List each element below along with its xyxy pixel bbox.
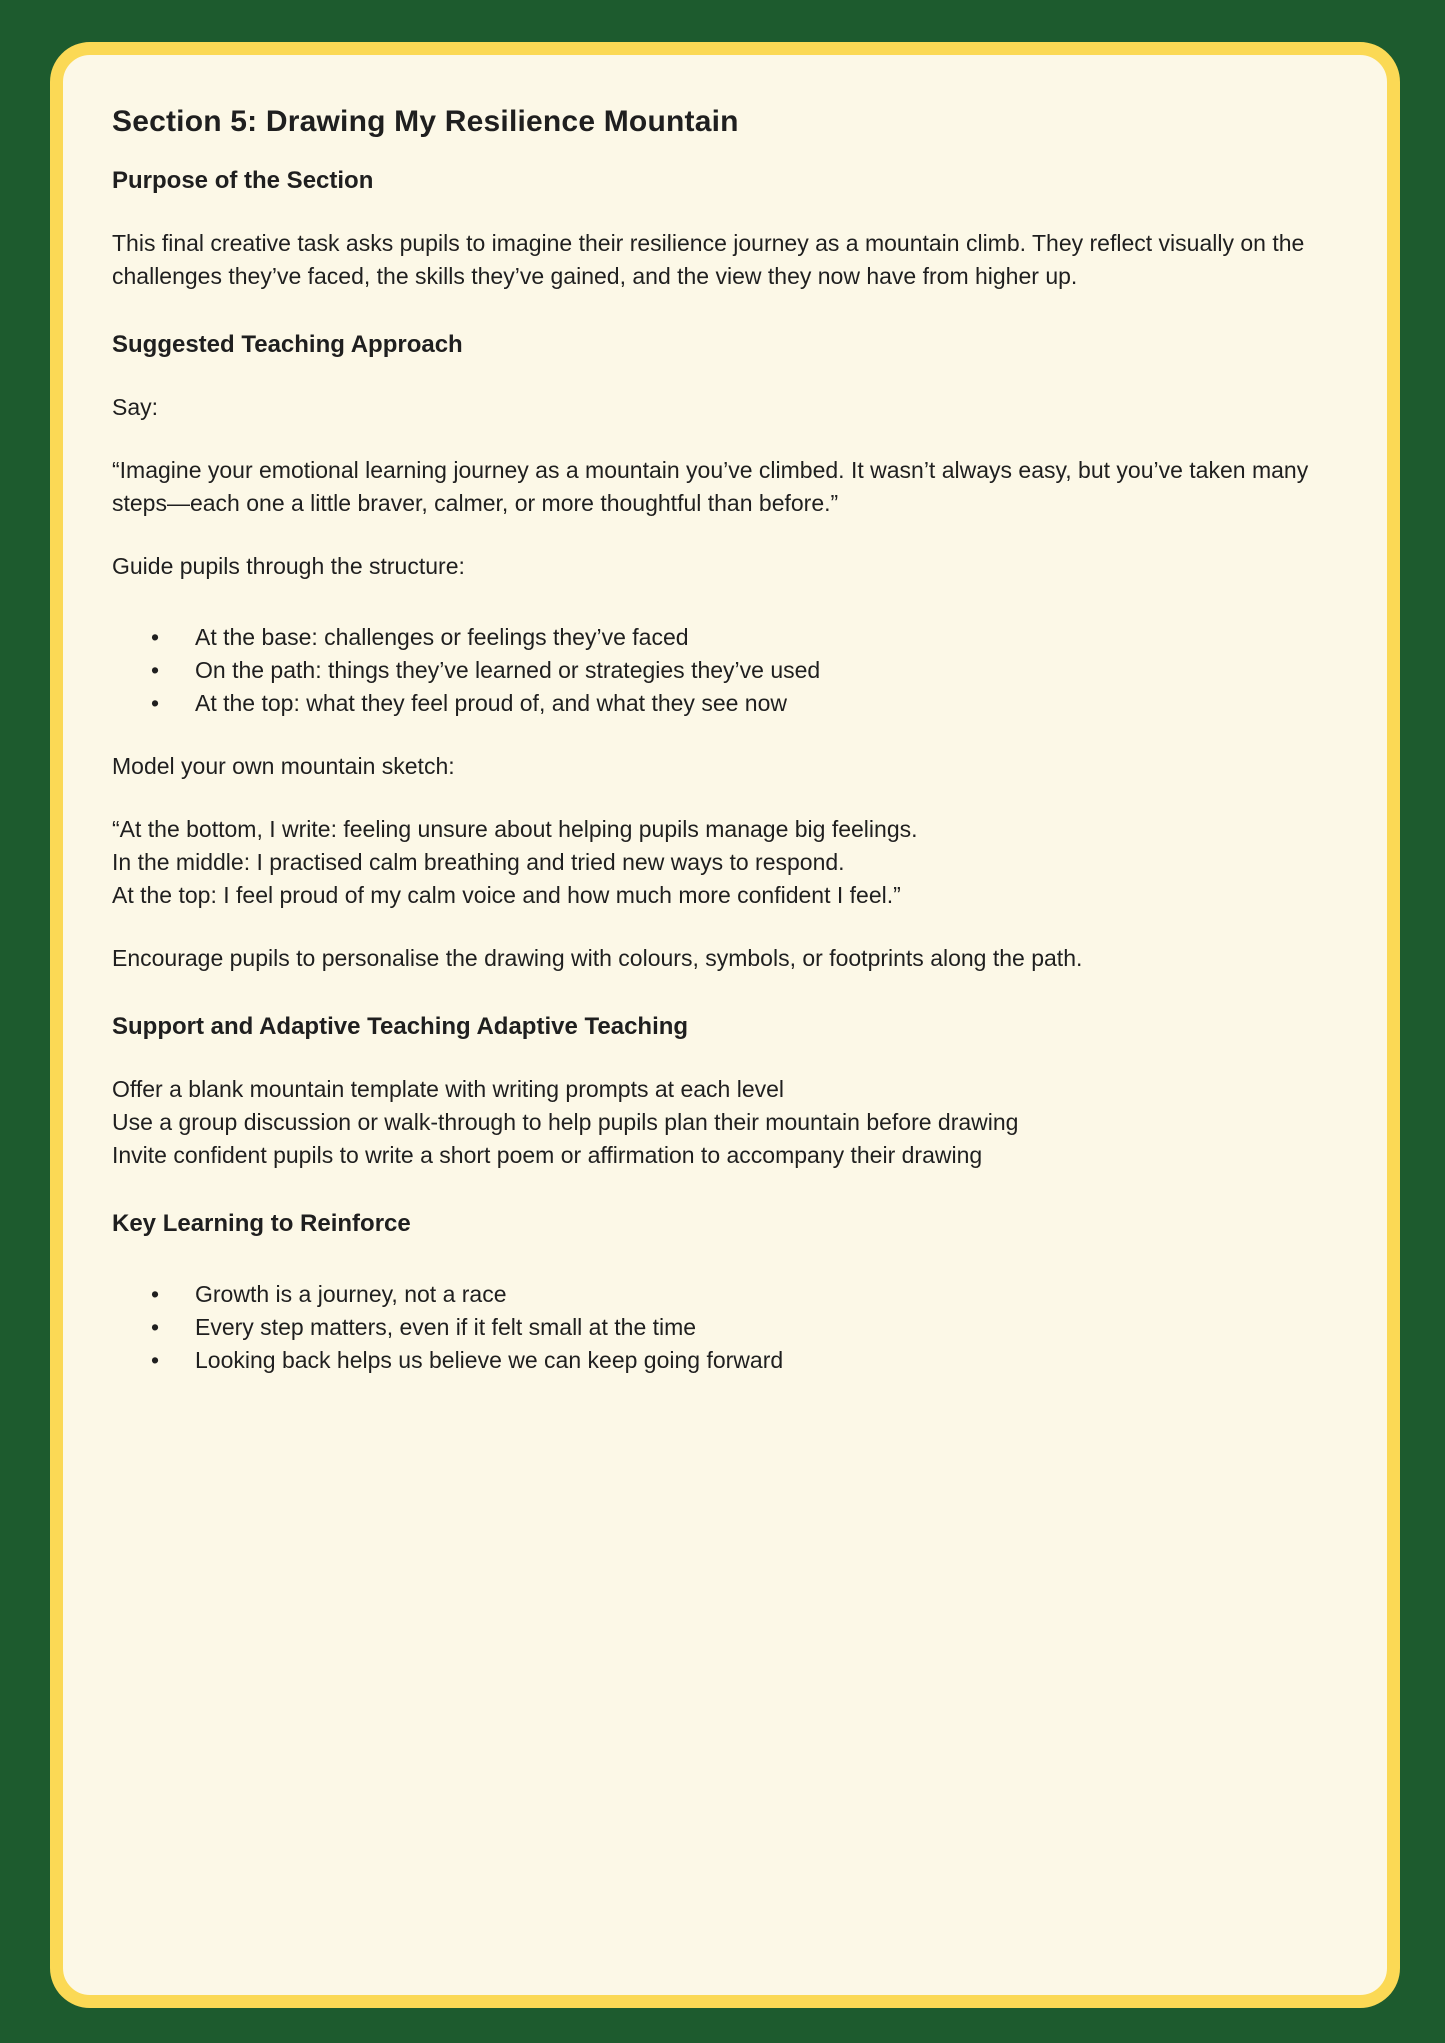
structure-bullet-list <box>112 621 1338 720</box>
model-sketch-line: At the top: I feel proud of my calm voice and how much more confident I feel.” <box>112 882 901 908</box>
support-paragraph <box>112 1073 1338 1172</box>
structure-intro: Guide pupils through the structure: <box>112 553 465 579</box>
purpose-heading: Purpose of the Section <box>112 167 374 194</box>
list-item: • Every step matters, even if it felt small at the time <box>195 1311 1338 1344</box>
model-sketch-line: “At the bottom, I write: feeling unsure about helping pupils manage big feelings. <box>112 816 918 842</box>
key-learning-heading: Key Learning to Reinforce <box>112 1210 411 1237</box>
list-item: • At the top: what they feel proud of, and what they see now <box>195 687 1338 720</box>
list-item: • On the path: things they’ve learned or strategies they’ve used <box>195 654 1338 687</box>
model-sketch-quote <box>112 813 1338 912</box>
list-item: • Looking back helps us believe we can keep going forward <box>195 1344 1338 1377</box>
model-sketch-intro: Model your own mountain sketch: <box>112 753 455 779</box>
encourage-paragraph: Encourage pupils to personalise the drawing with colours, symbols, or footprints along the path. <box>112 945 1083 971</box>
section-title: Section 5: Drawing My Resilience Mountain <box>112 105 739 138</box>
support-line: Use a group discussion or walk-through to help pupils plan their mountain before drawing <box>112 1109 1019 1135</box>
support-line: Invite confident pupils to write a short poem or affirmation to accompany their drawing <box>112 1142 983 1168</box>
support-line: Offer a blank mountain template with writing prompts at each level <box>112 1076 785 1102</box>
teaching-approach-heading: Suggested Teaching Approach <box>112 331 463 358</box>
support-heading: Support and Adaptive Teaching Adaptive Teaching <box>112 1013 689 1040</box>
teacher-quote: “Imagine your emotional learning journey as a mountain you’ve climbed. It wasn’t always easy, but you’ve taken many steps—each one a little braver, calmer, or more thoughtful than before.” <box>112 457 1309 516</box>
list-item: • At the base: challenges or feelings they’ve faced <box>195 621 1338 654</box>
list-item: • Growth is a journey, not a race <box>195 1278 1338 1311</box>
document-card <box>50 42 1400 2008</box>
key-learning-bullet-list <box>112 1278 1338 1377</box>
purpose-paragraph: This final creative task asks pupils to imagine their resilience journey as a mountain climb. They reflect visually on the challenges they’ve faced, the skills they’ve gained, and the view they now have from higher up. <box>112 230 1305 289</box>
say-label: Say: <box>112 394 159 420</box>
model-sketch-line: In the middle: I practised calm breathing and tried new ways to respond. <box>112 849 845 875</box>
